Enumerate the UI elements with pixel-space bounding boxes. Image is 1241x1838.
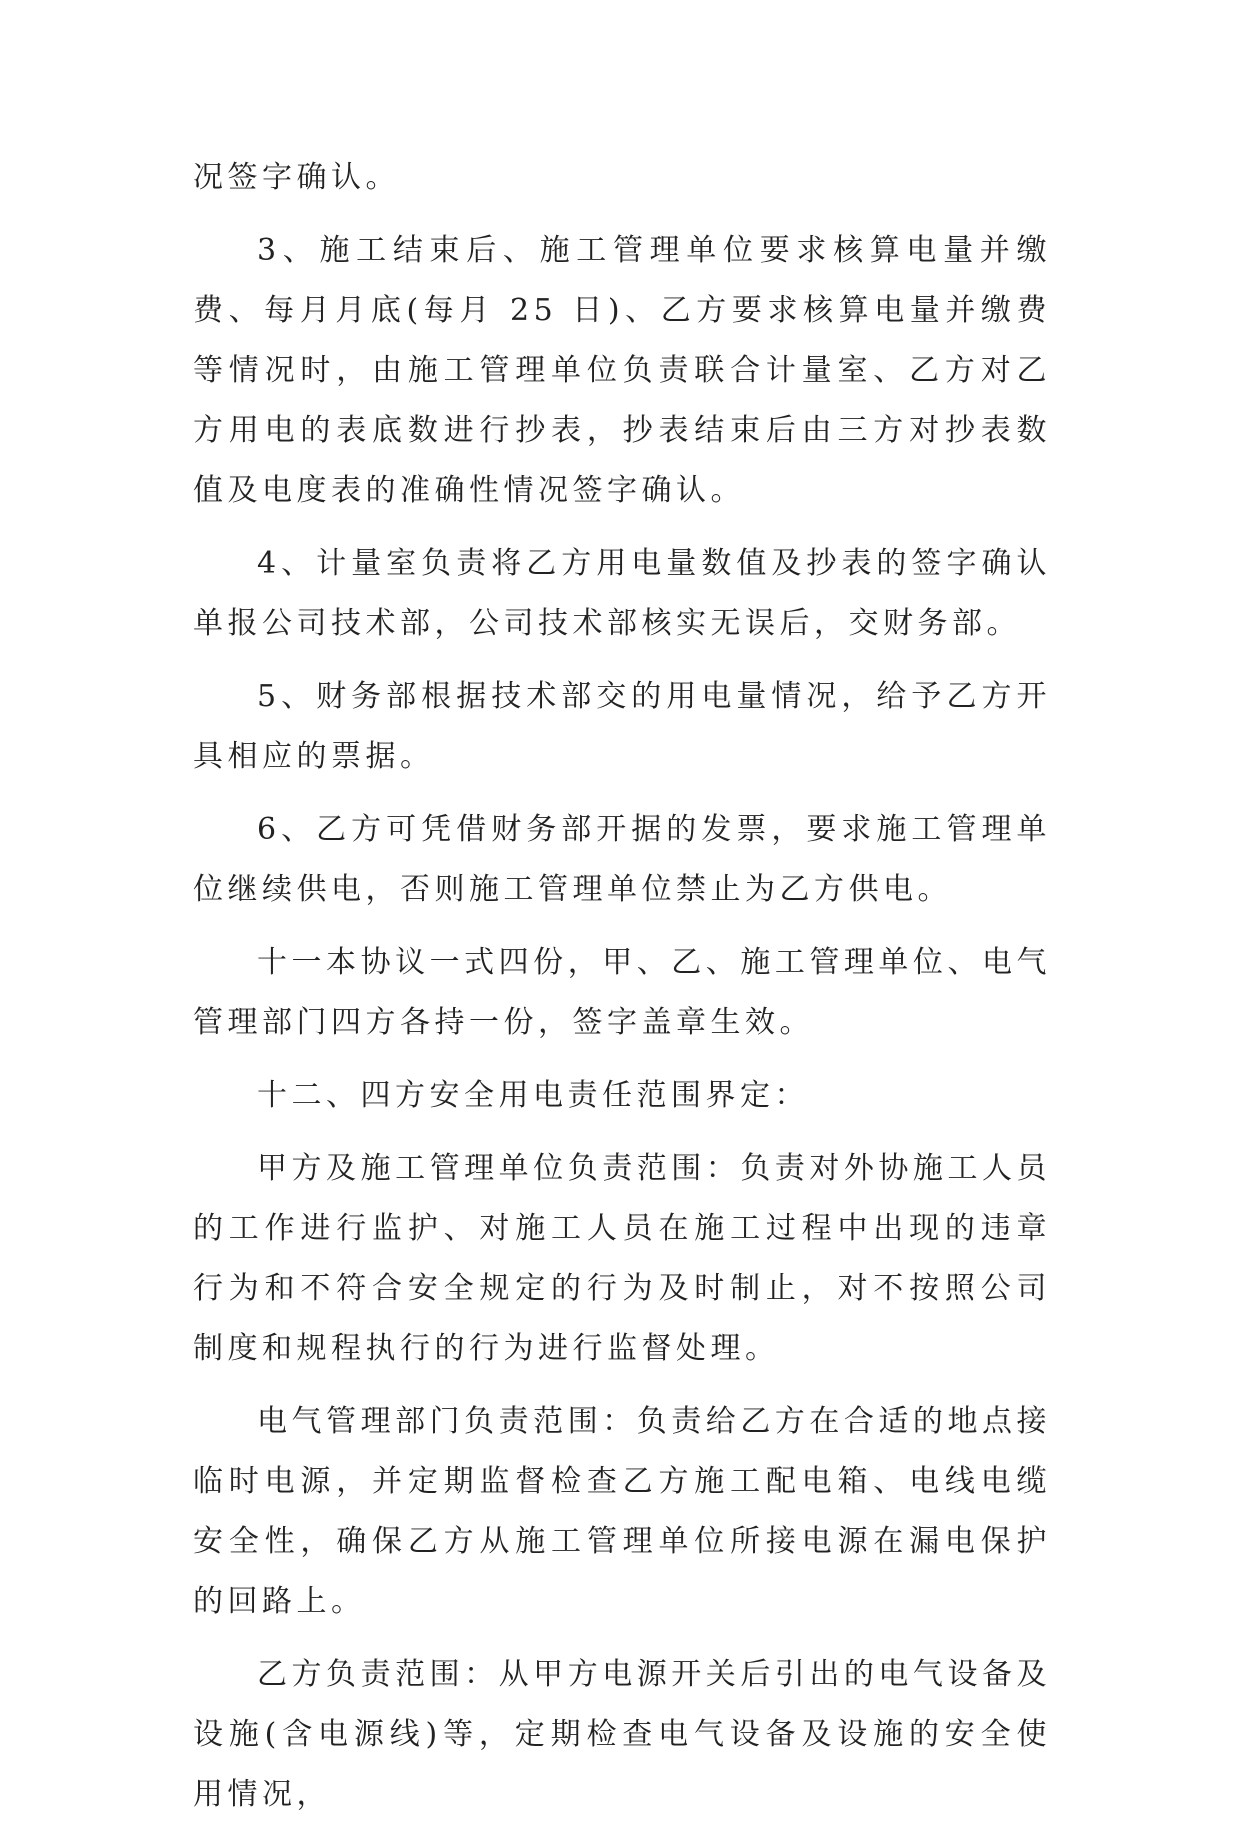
paragraph-item-3: 3、施工结束后、施工管理单位要求核算电量并缴费、每月月底(每月 25 日)、乙方要求核算电量并缴费等情况时，由施工管理单位负责联合计量室、乙方对乙方用电的表底数进行抄表，抄表结束后由三方对抄表数值及电度表的准确性情况签字确认。 [193,233,1051,508]
paragraph-party-a-scope: 甲方及施工管理单位负责范围：负责对外协施工人员的工作进行监护、对施工人员在施工过程中出现的违章行为和不符合安全规定的行为及时制止，对不按照公司制度和规程执行的行为进行监督处理。 [193,1151,1051,1366]
paragraph-clause-12-heading: 十二、四方安全用电责任范围界定： [257,1078,809,1113]
paragraph-item-6: 6、乙方可凭借财务部开据的发票，要求施工管理单位继续供电，否则施工管理单位禁止为乙方供电。 [193,812,1051,907]
paragraph-electrical-dept-scope: 电气管理部门负责范围：负责给乙方在合适的地点接临时电源，并定期监督检查乙方施工配电箱、电线电缆安全性，确保乙方从施工管理单位所接电源在漏电保护的回路上。 [193,1404,1051,1619]
paragraph-item-4: 4、计量室负责将乙方用电量数值及抄表的签字确认单报公司技术部，公司技术部核实无误后，交财务部。 [193,546,1051,641]
paragraph-party-b-scope: 乙方负责范围：从甲方电源开关后引出的电气设备及设施(含电源线)等，定期检查电气设备及设施的安全使用情况， [193,1657,1051,1812]
document-page [193,148,1051,1838]
paragraph-continuation: 况签字确认。 [193,160,400,195]
paragraph-clause-11: 十一本协议一式四份，甲、乙、施工管理单位、电气管理部门四方各持一份，签字盖章生效。 [193,945,1051,1040]
paragraph-item-5: 5、财务部根据技术部交的用电量情况，给予乙方开具相应的票据。 [193,679,1051,774]
